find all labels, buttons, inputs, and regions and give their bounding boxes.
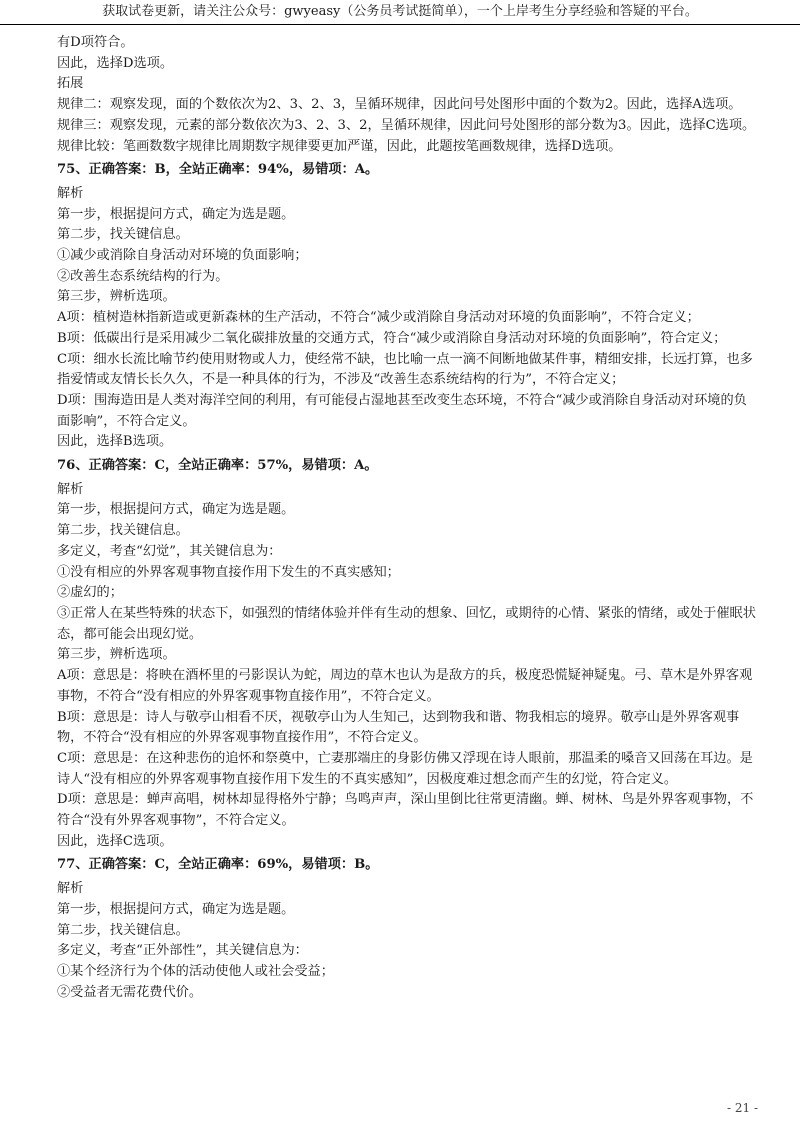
- paragraph: ①没有相应的外界客观事物直接作用下发生的不真实感知；: [57, 564, 400, 580]
- page-header: 获取试卷更新，请关注公众号：gwyeasy（公务员考试挺简单），一个上岸考生分享经验和答疑的平台。: [0, 0, 800, 25]
- paragraph: 因此，选择B选项。: [57, 434, 173, 450]
- paragraph: 解析: [57, 881, 84, 897]
- page-number: - 21 -: [726, 1101, 758, 1115]
- paragraph: 第二步，找关键信息。: [57, 922, 189, 938]
- paragraph: 规律二：观察发现，面的个数依次为2、3、2、3，呈循环规律，因此问号处图形中面的个数为2。因此，选择A选项。: [57, 97, 742, 113]
- paragraph: 多定义，考查“幻觉”，其关键信息为：: [57, 543, 282, 559]
- paragraph: A项：意思是：将映在酒杯里的弓影误认为蛇，周边的草木也认为是敌方的兵，极度恐慌疑神疑鬼。弓、草木是外界客观事物，不符合“没有相应的外界客观事物直接作用”，不符合定义。: [57, 668, 753, 704]
- paragraph: 有D项符合。: [57, 35, 134, 50]
- paragraph: ①某个经济行为个体的活动使他人或社会受益；: [57, 963, 334, 979]
- paragraph: 第三步，辨析选项。: [57, 647, 176, 663]
- paragraph: 规律三：观察发现，元素的部分数依次为3、2、3、2，呈循环规律，因此问号处图形的部分数为3。因此，选择C选项。: [57, 117, 756, 133]
- question-answer-heading: 76、正确答案：C，全站正确率：57%，易错项：A。: [57, 458, 378, 474]
- paragraph: ②改善生态系统结构的行为。: [57, 268, 229, 284]
- paragraph: 因此，选择C选项。: [57, 833, 173, 849]
- paragraph: ②受益者无需花费代价。: [57, 984, 203, 1000]
- paragraph: 多定义，考查“正外部性”，其关键信息为：: [57, 943, 308, 959]
- question-answer-heading: 77、正确答案：C，全站正确率：69%，易错项：B。: [57, 857, 379, 873]
- paragraph: 规律比较：笔画数数字规律比周期数字规律要更加严谨，因此，此题按笔画数规律，选择D选项。: [57, 138, 622, 154]
- paragraph: 第一步，根据提问方式，确定为选是题。: [57, 502, 295, 518]
- paragraph: C项：细水长流比喻节约使用财物或人力，使经常不缺，也比喻一点一滴不间断地做某件事，精细安排，长远打算，也多指爱情或友情长长久久，不是一种具体的行为，不涉及“改善生态系统结构的行为”，不符合定义；: [57, 351, 753, 388]
- paragraph: 拓展: [57, 76, 84, 92]
- paragraph: D项：围海造田是人类对海洋空间的利用，有可能侵占湿地甚至改变生态环境，不符合“减少或消除自身活动对环境的负面影响”，不符合定义。: [57, 392, 747, 429]
- paragraph: 第一步，根据提问方式，确定为选是题。: [57, 206, 295, 222]
- paragraph: 第三步，辨析选项。: [57, 289, 176, 305]
- document-body: [57, 33, 757, 1003]
- paragraph: 因此，选择D选项。: [57, 55, 174, 71]
- paragraph: C项：意思是：在这种悲伤的追怀和祭奠中，亡妻那端庄的身影仿佛又浮现在诗人眼前，那温柔的嗓音又回荡在耳边。是诗人“没有相应的外界客观事物直接作用下发生的不真实感知”，因极度难过想念而产生的幻觉，符合定义。: [57, 750, 753, 787]
- paragraph: B项：低碳出行是采用减少二氧化碳排放量的交通方式，符合“减少或消除自身活动对环境的负面影响”，符合定义；: [57, 330, 727, 346]
- paragraph: 解析: [57, 481, 84, 497]
- paragraph: ①减少或消除自身活动对环境的负面影响；: [57, 248, 308, 264]
- paragraph: 第一步，根据提问方式，确定为选是题。: [57, 901, 295, 917]
- paragraph: ③正常人在某些特殊的状态下，如强烈的情绪体验并伴有生动的想象、回忆，或期待的心情、紧张的情绪，或处于催眠状态，都可能会出现幻觉。: [57, 605, 756, 642]
- paragraph: D项：意思是：蝉声高唱，树林却显得格外宁静；鸟鸣声声，深山里倒比往常更清幽。蝉、树林、鸟是外界客观事物，不符合“没有外界客观事物”，不符合定义。: [57, 792, 754, 829]
- paragraph: 第二步，找关键信息。: [57, 227, 189, 243]
- paragraph: 第二步，找关键信息。: [57, 523, 189, 539]
- paragraph: 解析: [57, 185, 84, 201]
- paragraph: ②虚幻的；: [57, 585, 123, 601]
- question-answer-heading: 75、正确答案：B，全站正确率：94%，易错项：A。: [57, 162, 379, 178]
- paragraph: B项：意思是：诗人与敬亭山相看不厌，视敬亭山为人生知己，达到物我和谐、物我相忘的境界。敬亭山是外界客观事物，不符合“没有相应的外界客观事物直接作用”，不符合定义。: [57, 709, 740, 746]
- paragraph: A项：植树造林指新造或更新森林的生产活动，不符合“减少或消除自身活动对环境的负面影响”，不符合定义；: [57, 310, 700, 326]
